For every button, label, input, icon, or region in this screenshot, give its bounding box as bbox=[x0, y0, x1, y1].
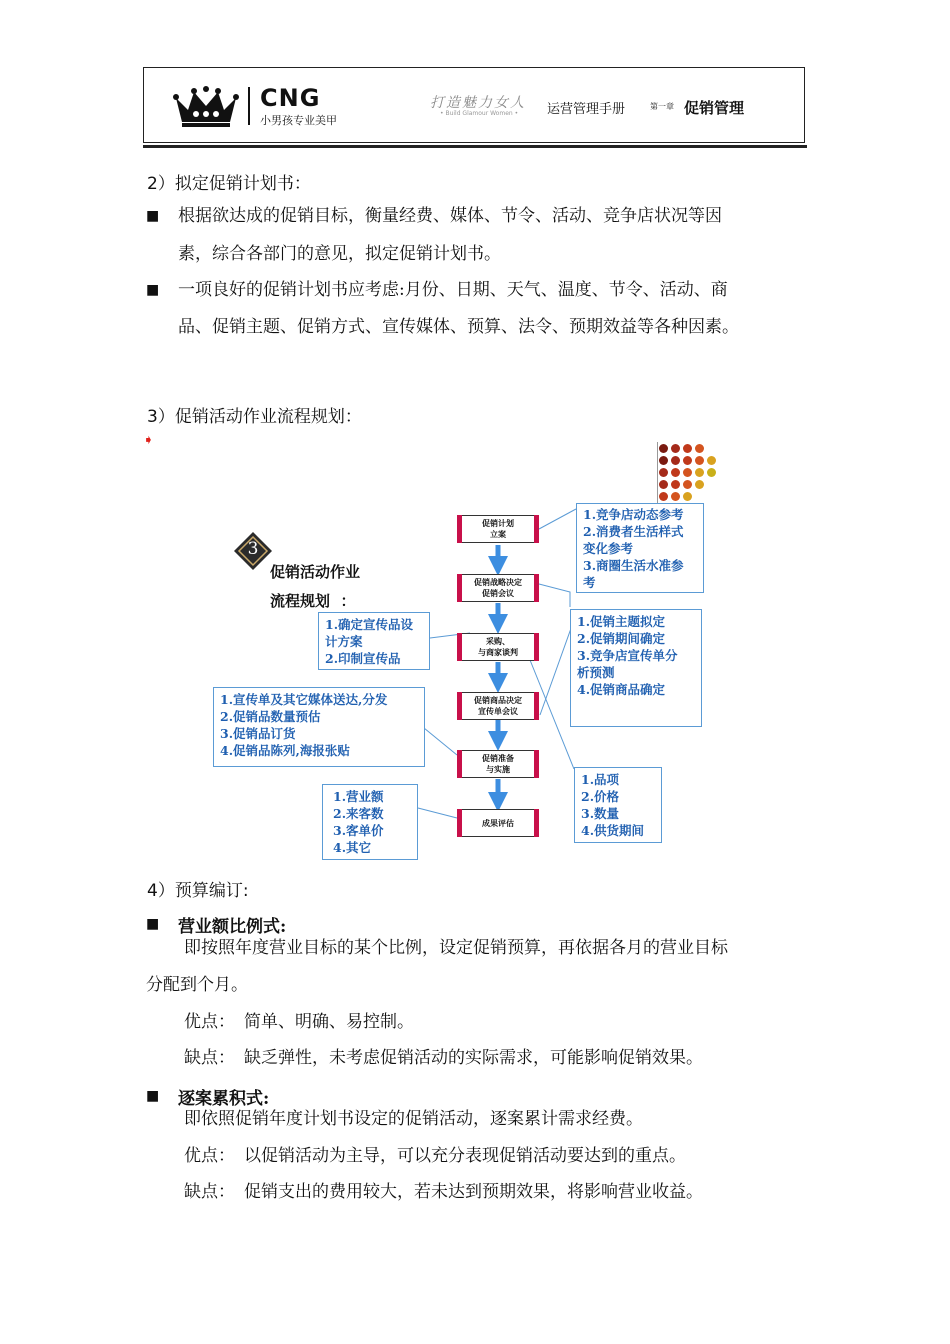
note-result: 1.营业额 2.来客数 3.客单价 4.其它 bbox=[322, 784, 418, 860]
paragraph-line: 分配到个月。 bbox=[146, 975, 248, 995]
con-label: 缺点： bbox=[184, 1182, 235, 1202]
slogan: 打造魅力女人 bbox=[430, 95, 526, 111]
con-label: 缺点： bbox=[184, 1048, 235, 1068]
paragraph-line: 即依照促销年度计划书设定的促销活动，逐案累计需求经费。 bbox=[184, 1109, 643, 1129]
bullet-icon: ■ bbox=[146, 1088, 160, 1104]
note-items: 1.品项 2.价格 3.数量 4.供货期间 bbox=[574, 767, 662, 843]
arrow-marker-icon: ➧ bbox=[143, 433, 154, 448]
paragraph-line: 品、促销主题、促销方式、宣传媒体、预算、法令、预期效益等各种因素。 bbox=[178, 317, 739, 337]
method-title: 营业额比例式: bbox=[178, 917, 287, 937]
note-media: 1.宣传单及其它媒体送达,分发 2.促销品数量预估 3.促销品订货 4.促销品陈列,海报张贴 bbox=[213, 687, 425, 767]
flowchart-title: 促销活动作业 bbox=[270, 563, 361, 581]
flow-step: 促销商品决定 宣传单会议 bbox=[457, 692, 539, 720]
flow-step: 采购、 与商家谈判 bbox=[457, 633, 539, 661]
paragraph-line: 一项良好的促销计划书应考虑:月份、日期、天气、温度、节令、活动、商 bbox=[178, 280, 728, 300]
pro-label: 优点： bbox=[184, 1146, 235, 1166]
section-title: 促销管理 bbox=[684, 99, 745, 117]
slogan-sub: • Build Glamour Women • bbox=[440, 110, 519, 117]
pro-text: 简单、明确、易控制。 bbox=[244, 1012, 414, 1032]
con-text: 促销支出的费用较大，若未达到预期效果，将影响营业收益。 bbox=[244, 1182, 703, 1202]
bullet-icon: ■ bbox=[146, 208, 160, 224]
method-title: 逐案累积式: bbox=[178, 1089, 270, 1109]
paragraph-line: 即按照年度营业目标的某个比例，设定促销预算，再依据各月的营业目标 bbox=[184, 938, 728, 958]
paragraph-line: 素，综合各部门的意见，拟定促销计划书。 bbox=[178, 244, 501, 264]
note-competitor: 1.竞争店动态参考 2.消费者生活样式 变化参考 3.商圈生活水准参 考 bbox=[576, 503, 704, 593]
note-theme: 1.促销主题拟定 2.促销期间确定 3.竞争店宣传单分 析预测 4.促销商品确定 bbox=[570, 609, 702, 727]
note-print: 1.确定宣传品设 计方案 2.印制宣传品 bbox=[318, 612, 430, 670]
flowchart-title: 流程规划 ： bbox=[270, 592, 356, 610]
chapter-label: 第一章 bbox=[650, 102, 674, 111]
section-badge bbox=[233, 531, 273, 571]
section-2-heading: 2）拟定促销计划书： bbox=[147, 174, 311, 194]
pro-text: 以促销活动为主导，可以充分表现促销活动要达到的重点。 bbox=[244, 1146, 686, 1166]
bullet-icon: ■ bbox=[146, 282, 160, 298]
con-text: 缺乏弹性，未考虑促销活动的实际需求，可能影响促销效果。 bbox=[244, 1048, 703, 1068]
section-4-heading: 4）预算编订: bbox=[147, 881, 249, 901]
flow-step: 促销计划 立案 bbox=[457, 515, 539, 543]
manual-title: 运营管理手册 bbox=[547, 102, 626, 117]
section-3-heading: 3）促销活动作业流程规划： bbox=[147, 407, 362, 427]
section-badge-number: 3 bbox=[247, 539, 259, 559]
flow-step: 促销准备 与实施 bbox=[457, 750, 539, 778]
paragraph-line: 根据欲达成的促销目标，衡量经费、媒体、节令、活动、竞争店状况等因 bbox=[178, 206, 722, 226]
pro-label: 优点： bbox=[184, 1012, 235, 1032]
flow-step: 促销战略决定 促销会议 bbox=[457, 574, 539, 602]
bullet-icon: ■ bbox=[146, 916, 160, 932]
brand-name: CNG bbox=[260, 84, 321, 112]
flow-step: 成果评估 bbox=[457, 809, 539, 837]
brand-subtitle: 小男孩专业美甲 bbox=[260, 114, 337, 127]
